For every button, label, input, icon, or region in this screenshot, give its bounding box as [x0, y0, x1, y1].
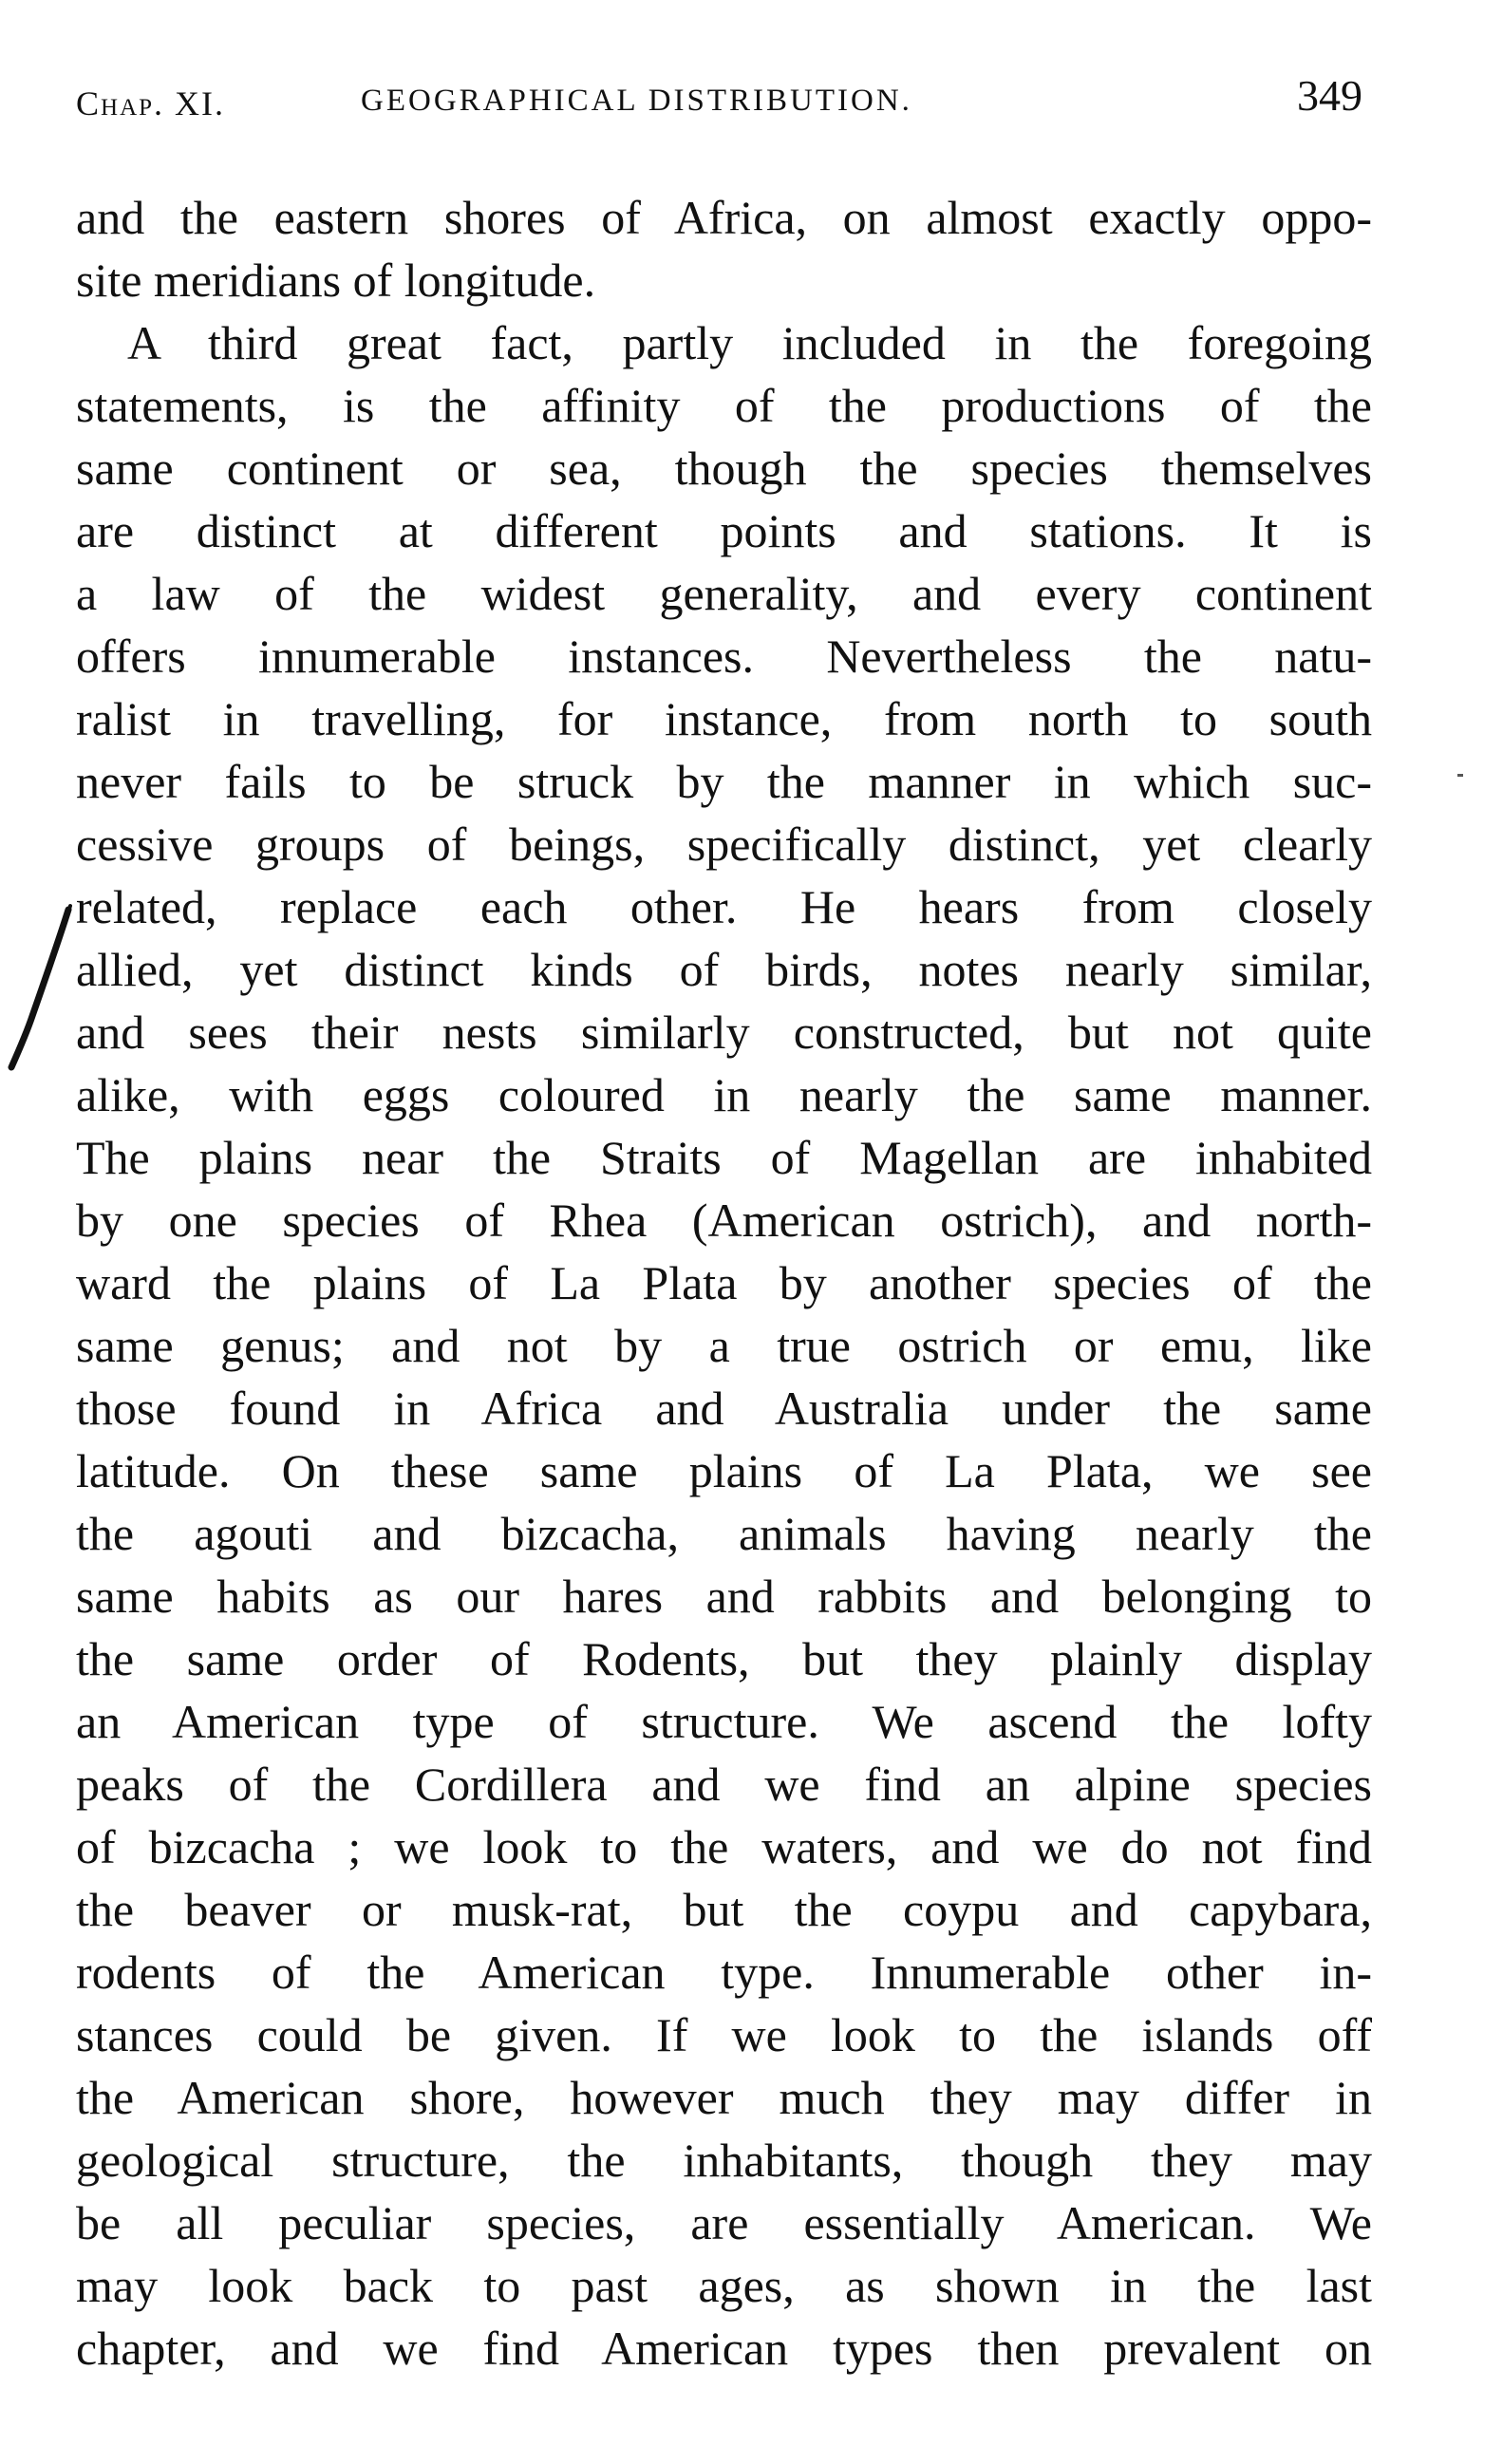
text-line: geological structure, the inhabitants, though they may [76, 2134, 1372, 2187]
text-line: same genus; and not by a true ostrich or emu, like [76, 1319, 1372, 1372]
page-header-title: GEOGRAPHICAL DISTRIBUTION. [361, 84, 912, 118]
text-line: A third great fact, partly included in the foregoing [127, 316, 1372, 369]
text-line: the beaver or musk-rat, but the coypu and capybara, [76, 1883, 1372, 1936]
text-line: and the eastern shores of Africa, on almost exactly oppo- [76, 191, 1372, 244]
text-line: statements, is the affinity of the productions of the [76, 379, 1372, 432]
running-head [76, 70, 1362, 127]
text-line: those found in Africa and Australia under the same [76, 1382, 1372, 1435]
page-number: 349 [1297, 71, 1362, 120]
text-line: site meridians of longitude. [76, 254, 596, 307]
text-line: never fails to be struck by the manner in which suc- [76, 755, 1372, 808]
text-line: related, replace each other. He hears from closely [76, 880, 1372, 933]
text-line: same habits as our hares and rabbits and belonging to [76, 1570, 1372, 1623]
text-line: the American shore, however much they may differ in [76, 2071, 1372, 2124]
text-line: ralist in travelling, for instance, from north to south [76, 692, 1372, 745]
text-line: by one species of Rhea (American ostrich), and north- [76, 1194, 1372, 1247]
text-line: be all peculiar species, are essentially American. We [76, 2196, 1372, 2249]
text-line: an American type of structure. We ascend the lofty [76, 1695, 1372, 1748]
text-line: peaks of the Cordillera and we find an alpine species [76, 1758, 1372, 1811]
text-line: offers innumerable instances. Nevertheless the natu- [76, 630, 1372, 683]
text-line: allied, yet distinct kinds of birds, notes nearly similar, [76, 943, 1372, 996]
text-line: cessive groups of beings, specifically distinct, yet clearly [76, 818, 1372, 871]
margin-dot [1457, 774, 1463, 777]
text-line: the agouti and bizcacha, animals having nearly the [76, 1507, 1372, 1560]
pencil-mark-icon [4, 902, 80, 1073]
text-line: latitude. On these same plains of La Plata, we see [76, 1444, 1372, 1497]
text-line: are distinct at different points and stations. It is [76, 504, 1372, 557]
text-line: alike, with eggs coloured in nearly the same manner. [76, 1068, 1372, 1121]
body-text [76, 186, 1372, 2379]
text-line: same continent or sea, though the species themselves [76, 442, 1372, 495]
text-line: rodents of the American type. Innumerable other in- [76, 1946, 1372, 1999]
chapter-label: Chap. XI. [76, 85, 226, 122]
text-line: chapter, and we find American types then prevalent on [76, 2322, 1372, 2375]
text-line: may look back to past ages, as shown in the last [76, 2259, 1372, 2312]
text-line: The plains near the Straits of Magellan are inhabited [76, 1131, 1372, 1184]
text-line: the same order of Rodents, but they plainly display [76, 1632, 1372, 1685]
text-line: of bizcacha ; we look to the waters, and we do not find [76, 1820, 1372, 1873]
text-line: a law of the widest generality, and every continent [76, 567, 1372, 620]
text-line: stances could be given. If we look to the islands off [76, 2008, 1372, 2061]
text-line: ward the plains of La Plata by another species of the [76, 1256, 1372, 1309]
text-line: and sees their nests similarly constructed, but not quite [76, 1006, 1372, 1059]
